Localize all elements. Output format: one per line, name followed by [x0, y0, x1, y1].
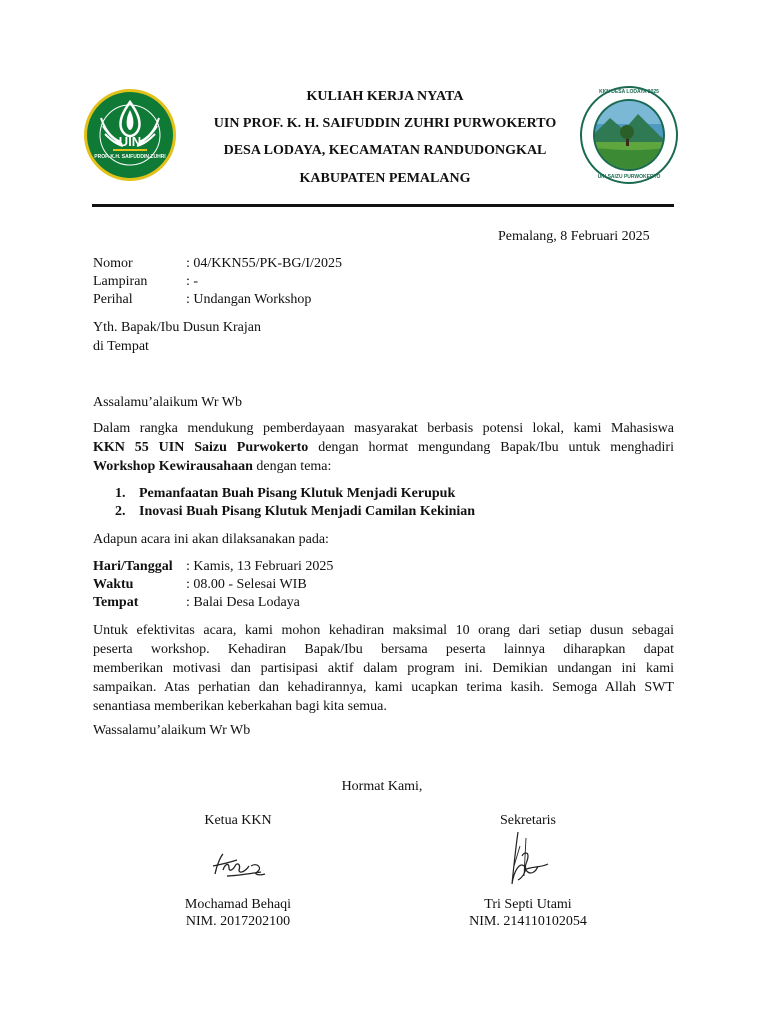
intro-line-1: Dalam rangka mendukung pemberdayaan masyarakat berbasis potensi lokal, kami Mahasiswa [93, 421, 674, 436]
meta-label: Lampiran [93, 274, 148, 289]
event-label: Tempat [93, 595, 139, 610]
kkn-logo-ring-top: KKN DESA LODAYA 2025 [599, 89, 659, 95]
theme-number: 2. [115, 504, 126, 519]
event-row-date [93, 558, 333, 576]
uin-logo-text: UIN [118, 134, 142, 149]
header-line-1: KULIAH KERJA NYATA [306, 89, 464, 104]
event-label: Hari/Tanggal [93, 559, 173, 574]
header-line-3: DESA LODAYA, KECAMATAN RANDUDONGKAL [223, 143, 547, 158]
meta-label: Perihal [93, 292, 133, 307]
closing-line-3: memberikan motivasi dan partisipasi aktif dalam program ini. Demikian undangan ini kami [93, 661, 674, 676]
event-value: : Balai Desa Lodaya [186, 595, 300, 610]
meta-value: : Undangan Workshop [186, 292, 312, 307]
signer-ketua [128, 812, 348, 829]
intro-paragraph [93, 419, 674, 476]
meta-row-lampiran [93, 273, 198, 291]
kkn-logo [580, 86, 678, 184]
theme-item-2 [115, 503, 475, 521]
signer-name: Mochamad Behaqi [184, 897, 292, 912]
signature-ketua [205, 846, 275, 886]
event-label: Waktu [93, 577, 134, 592]
theme-text: Pemanfaatan Buah Pisang Klutuk Menjadi Kerupuk [139, 486, 456, 501]
closing-line-2: peserta workshop. Kehadiran Bapak/Ibu bersama peserta lainnya diharapkan dapat [93, 642, 674, 657]
signer-ketua-info [128, 896, 348, 930]
intro-line-2-rest: dengan hormat mengundang Bapak/Ibu untuk menghadiri [308, 440, 674, 455]
signer-nim: NIM. 214110102054 [469, 914, 587, 929]
header-divider [92, 204, 674, 207]
intro-org: KKN 55 UIN Saizu Purwokerto [93, 440, 309, 455]
signature-sekretaris [496, 826, 566, 896]
signer-role: Sekretaris [500, 813, 556, 828]
event-value: : 08.00 - Selesai WIB [186, 577, 307, 592]
event-value: : Kamis, 13 Februari 2025 [186, 559, 334, 574]
intro-event: Workshop Kewirausahaan [93, 459, 253, 474]
theme-item-1 [115, 485, 455, 503]
signer-role: Ketua KKN [204, 813, 272, 828]
kkn-logo-ring-bottom: UIN SAIZU PURWOKERTO [597, 174, 661, 180]
farewell: Wassalamu’alaikum Wr Wb [93, 723, 251, 738]
meta-row-perihal [93, 291, 311, 309]
closing-line-1: Untuk efektivitas acara, kami mohon kehadiran maksimal 10 orang dari setiap dusun sebagai [93, 623, 674, 638]
place-date: Pemalang, 8 Februari 2025 [498, 229, 650, 244]
uin-logo-ring-text: PROF. K.H. SAIFUDDIN ZUHRI [94, 154, 166, 160]
theme-text: Inovasi Buah Pisang Klutuk Menjadi Camilan Kekinian [139, 504, 476, 519]
intro-line-3 [93, 457, 674, 476]
recipient-line-1: Yth. Bapak/Ibu Dusun Krajan [93, 320, 261, 335]
header-line-2: UIN PROF. K. H. SAIFUDDIN ZUHRI PURWOKERTO [213, 116, 557, 131]
header-line-4: KABUPATEN PEMALANG [299, 171, 471, 186]
event-row-time [93, 576, 307, 594]
meta-value: : 04/KKN55/PK-BG/I/2025 [186, 256, 342, 271]
event-row-place [93, 594, 300, 612]
intro-line-3-rest: dengan tema: [252, 459, 332, 474]
greeting: Assalamu’alaikum Wr Wb [93, 395, 242, 410]
regards: Hormat Kami, [341, 779, 423, 794]
signer-nim: NIM. 2017202100 [185, 914, 291, 929]
signer-sekretaris-info [418, 896, 638, 930]
theme-number: 1. [115, 486, 126, 501]
closing-paragraph [93, 621, 674, 716]
recipient-line-2: di Tempat [93, 339, 149, 354]
closing-line-5: senantiasa memberikan keberkahan bagi kita semua. [93, 699, 387, 714]
meta-label: Nomor [93, 256, 133, 271]
signer-name: Tri Septi Utami [484, 897, 572, 912]
meta-value: : - [186, 274, 199, 289]
meta-row-nomor [93, 255, 342, 273]
closing-line-4: sampaikan. Atas perhatian dan kehadirannya, kami ucapkan terima kasih. Semoga Allah SWT [93, 680, 674, 695]
event-intro: Adapun acara ini akan dilaksanakan pada: [93, 532, 329, 547]
intro-line-2 [93, 438, 674, 457]
